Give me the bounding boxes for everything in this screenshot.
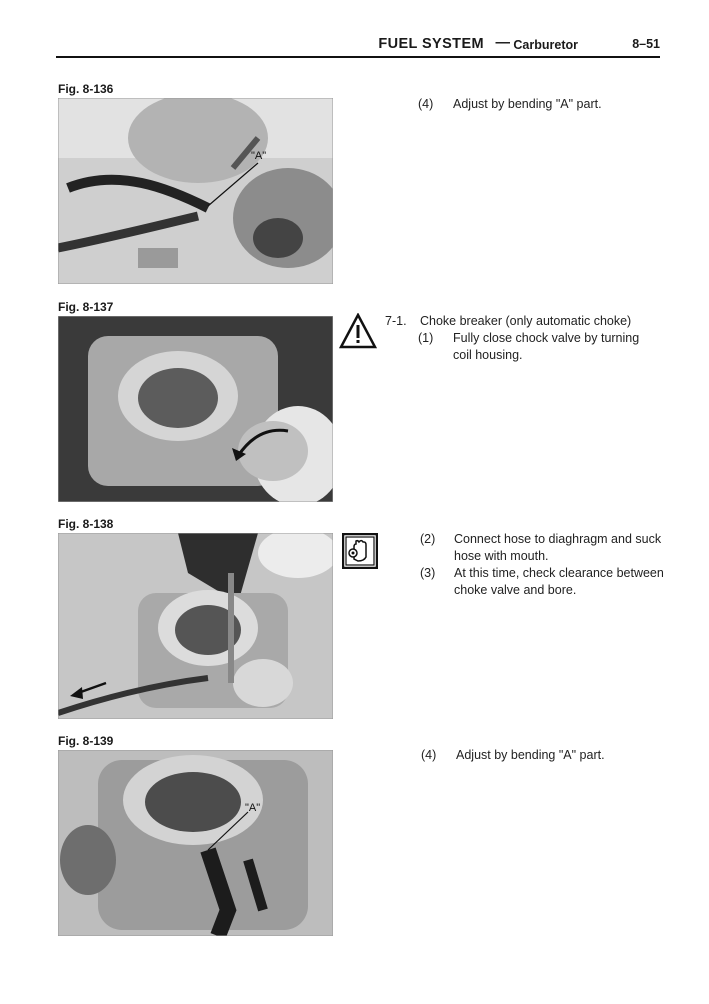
step-139-text: Adjust by bending "A" part.	[456, 748, 605, 762]
figure-photo-8-136	[58, 98, 333, 284]
step-138a	[420, 531, 675, 567]
step-136-number: (4)	[418, 97, 434, 111]
step-138a-line1: Connect hose to diaghragm and suck	[454, 532, 662, 546]
section-subtitle: Carburetor	[513, 38, 578, 52]
page-number: 8–51	[632, 37, 660, 51]
header-dash: —	[495, 35, 510, 51]
step-136-text: Adjust by bending "A" part.	[453, 97, 602, 111]
step-138b	[420, 565, 675, 601]
figure-label-8-137: Fig. 8-137	[58, 300, 114, 314]
figure-label-8-139: Fig. 8-139	[58, 734, 114, 748]
step-137-heading-number: 7-1.	[385, 314, 407, 328]
step-137-line1: Fully close chock valve by turning	[453, 331, 640, 345]
step-138b-number: (3)	[420, 566, 436, 580]
figure-photo-8-137	[58, 316, 333, 502]
step-137-line2: coil housing.	[453, 348, 523, 362]
warning-triangle-icon	[339, 313, 377, 349]
header-rule	[56, 56, 660, 58]
step-138a-number: (2)	[420, 532, 436, 546]
step-137-heading-text: Choke breaker (only automatic choke)	[420, 314, 632, 328]
page-header	[56, 34, 660, 58]
section-title: FUEL SYSTEM	[378, 36, 484, 52]
step-137	[418, 330, 668, 366]
step-138a-line2: hose with mouth.	[454, 549, 549, 563]
step-138b-line1: At this time, check clearance between	[454, 566, 664, 580]
callout-A-136: "A"	[251, 150, 267, 162]
figure-label-8-138: Fig. 8-138	[58, 517, 114, 531]
figure-photo-8-139	[58, 750, 333, 936]
step-137-number: (1)	[418, 331, 434, 345]
figure-photo-8-138	[58, 533, 333, 719]
step-139-number: (4)	[421, 748, 437, 762]
step-138b-line2: choke valve and bore.	[454, 583, 577, 597]
hand-measure-icon	[342, 533, 378, 569]
callout-A-139: "A"	[245, 802, 261, 814]
figure-label-8-136: Fig. 8-136	[58, 82, 114, 96]
